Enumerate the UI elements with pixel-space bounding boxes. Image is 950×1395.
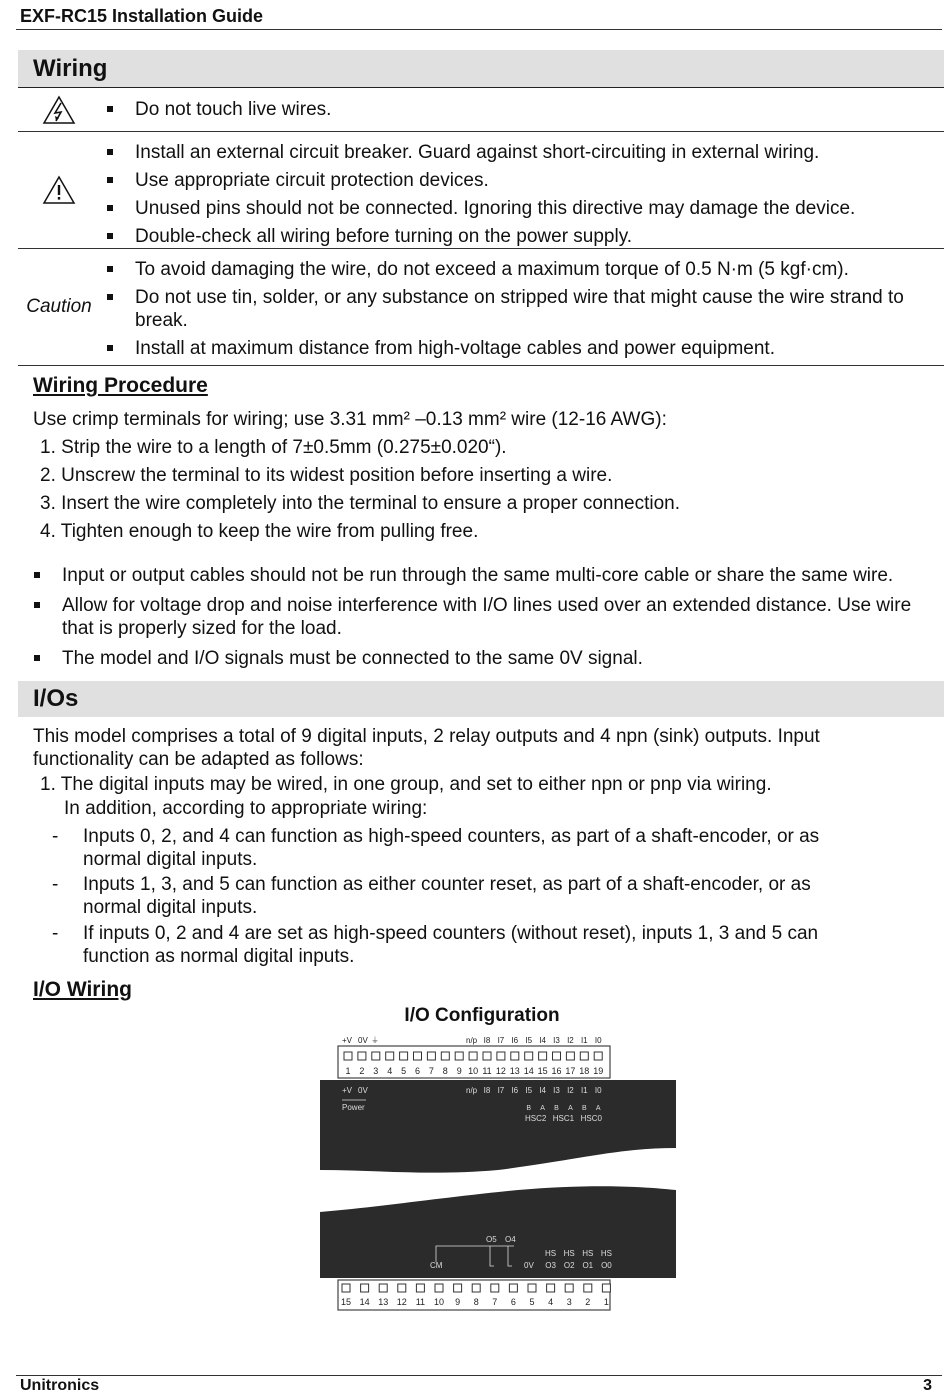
panel-label-np: n/p	[466, 1086, 478, 1095]
panel-label-power: Power	[342, 1103, 365, 1112]
terminal-number: 17	[565, 1066, 576, 1076]
hs-label: HS	[545, 1249, 557, 1258]
terminal-number: 2	[585, 1297, 591, 1307]
terminal-slot	[379, 1284, 387, 1292]
wiring-item: Unused pins should not be connected. Ignoring this directive may damage the device.	[100, 197, 944, 220]
terminal-slot	[435, 1284, 443, 1292]
terminal-number: 5	[401, 1066, 407, 1076]
page-number: 3	[923, 1377, 932, 1394]
terminal-number: 6	[414, 1066, 421, 1076]
ios-dash-item: - Inputs 0, 2, and 4 can function as high-speed counters, as part of a shaft-encoder, or as normal digital inputs.	[52, 826, 820, 870]
encoder-phase-label: A	[540, 1105, 545, 1112]
terminal-number: 15	[537, 1066, 548, 1076]
terminal-number: 8	[442, 1066, 448, 1076]
input-label: I2	[567, 1036, 574, 1045]
terminal-number: 11	[482, 1066, 492, 1076]
terminal-number: 10	[433, 1297, 445, 1307]
terminal-slot	[414, 1052, 422, 1060]
terminal-number: 12	[396, 1297, 407, 1307]
wiring-row-shock	[18, 89, 944, 132]
wiring-table	[18, 89, 944, 366]
input-label: I4	[539, 1036, 546, 1045]
header-rule	[16, 29, 942, 30]
terminal-slot	[344, 1052, 352, 1060]
panel-input-label: I2	[567, 1086, 574, 1095]
top-label-np: n/p	[466, 1036, 478, 1045]
terminal-slot	[580, 1052, 588, 1060]
panel-label-o5: O5	[486, 1235, 497, 1244]
terminal-number: 8	[473, 1297, 479, 1307]
terminal-slot	[483, 1052, 491, 1060]
bottom-dark-panel	[320, 1186, 676, 1278]
procedure-step: 1. Strip the wire to a length of 7±0.5mm (0.275±0.020“).	[40, 437, 507, 458]
wiring-item: Do not touch live wires.	[100, 98, 944, 121]
terminal-slot	[594, 1052, 602, 1060]
terminal-slot	[398, 1284, 406, 1292]
terminal-number: 1	[345, 1066, 351, 1076]
input-label: I0	[594, 1036, 602, 1045]
terminal-number: 16	[551, 1066, 562, 1076]
io-configuration-diagram	[318, 1030, 680, 1312]
terminal-number: 2	[359, 1066, 365, 1076]
terminal-number: 14	[359, 1297, 370, 1307]
wiring-item: Install at maximum distance from high-voltage cables and power equipment.	[100, 337, 944, 360]
output-label: O0	[601, 1261, 612, 1270]
input-label: I3	[553, 1036, 560, 1045]
hs-label: HS	[600, 1249, 612, 1258]
panel-input-label: I5	[525, 1086, 533, 1095]
terminal-slot	[361, 1284, 369, 1292]
terminal-number: 18	[579, 1066, 590, 1076]
panel-label-cm: CM	[430, 1261, 443, 1270]
terminal-slot	[528, 1284, 536, 1292]
hs-label: HS	[582, 1249, 594, 1258]
output-label: O2	[563, 1261, 575, 1270]
terminal-slot	[372, 1052, 380, 1060]
encoder-phase-label: B	[554, 1105, 559, 1112]
encoder-phase-label: A	[568, 1105, 573, 1112]
terminal-slot	[566, 1052, 574, 1060]
ground-icon: ⏚	[371, 1036, 379, 1045]
terminal-slot	[469, 1052, 477, 1060]
footer-company: Unitronics	[20, 1377, 100, 1394]
procedure-step: 2. Unscrew the terminal to its widest position before inserting a wire.	[40, 465, 613, 486]
terminal-slot	[547, 1284, 555, 1292]
procedure-note: The model and I/O signals must be connected to the same 0V signal.	[22, 647, 947, 670]
wiring-row-caution	[18, 249, 944, 366]
encoder-phase-label: B	[581, 1105, 587, 1112]
input-label: I6	[511, 1036, 519, 1045]
terminal-number: 7	[428, 1066, 434, 1076]
figure-title: I/O Configuration	[404, 1005, 560, 1026]
ios-item-1-cont: In addition, according to appropriate wiring:	[64, 798, 428, 819]
ios-intro: This model comprises a total of 9 digital inputs, 2 relay outputs and 4 npn (sink) outputs. Input functionality can be adapted as follows:	[33, 726, 820, 770]
terminal-slot	[400, 1052, 408, 1060]
section-wiring: Wiring	[18, 50, 944, 88]
terminal-number: 4	[548, 1297, 554, 1307]
input-label: I1	[580, 1036, 588, 1045]
output-label: O3	[545, 1261, 556, 1270]
procedure-note: Input or output cables should not be run through the same multi-core cable or share the same wire.	[22, 564, 947, 587]
hsc-label: HSC1	[552, 1114, 575, 1123]
terminal-number: 7	[492, 1297, 498, 1307]
terminal-slot	[441, 1052, 449, 1060]
panel-label-o4: O4	[505, 1235, 516, 1244]
wiring-procedure-heading: Wiring Procedure	[33, 374, 208, 397]
panel-input-label: I3	[553, 1086, 560, 1095]
terminal-slot	[491, 1284, 499, 1292]
terminal-number: 4	[387, 1066, 393, 1076]
terminal-number: 12	[495, 1066, 506, 1076]
panel-input-label: I7	[497, 1086, 505, 1095]
panel-input-label: I8	[483, 1086, 491, 1095]
terminal-slot	[472, 1284, 480, 1292]
terminal-number: 13	[378, 1297, 389, 1307]
top-label-plus-v: +V	[342, 1036, 353, 1045]
electric-shock-warning-icon	[18, 89, 100, 131]
top-label-0v: 0V	[358, 1036, 368, 1045]
terminal-number: 9	[455, 1297, 461, 1307]
hsc-label: HSC2	[524, 1114, 547, 1123]
terminal-slot	[584, 1284, 592, 1292]
panel-label-0v: 0V	[358, 1086, 368, 1095]
section-ios: I/Os	[18, 681, 944, 717]
terminal-slot	[358, 1052, 366, 1060]
terminal-slot	[565, 1284, 573, 1292]
terminal-slot	[511, 1052, 519, 1060]
wiring-item: Install an external circuit breaker. Guard against short-circuiting in external wiring.	[100, 141, 944, 164]
terminal-number: 19	[593, 1066, 604, 1076]
procedure-notes	[22, 564, 947, 677]
caution-label: Caution	[26, 296, 92, 317]
wiring-row-warning	[18, 132, 944, 249]
terminal-number: 5	[529, 1297, 535, 1307]
input-label: I5	[525, 1036, 533, 1045]
procedure-note: Allow for voltage drop and noise interference with I/O lines used over an extended distance. Use wire that is properly sized for the load.	[22, 594, 947, 640]
terminal-slot	[525, 1052, 533, 1060]
footer-rule	[16, 1375, 942, 1376]
terminal-slot	[509, 1284, 517, 1292]
terminal-slot	[416, 1284, 424, 1292]
hs-label: HS	[563, 1249, 575, 1258]
terminal-slot	[553, 1052, 561, 1060]
terminal-slot	[427, 1052, 435, 1060]
wiring-item: Double-check all wiring before turning on the power supply.	[100, 225, 944, 248]
warning-triangle-icon	[18, 132, 100, 248]
terminal-number: 14	[523, 1066, 534, 1076]
terminal-slot	[342, 1284, 350, 1292]
panel-label-plus-v: +V	[342, 1086, 353, 1095]
encoder-phase-label: B	[526, 1105, 532, 1112]
procedure-intro: Use crimp terminals for wiring; use 3.31 mm² –0.13 mm² wire (12-16 AWG):	[33, 409, 667, 430]
input-label: I7	[497, 1036, 505, 1045]
panel-input-label: I0	[594, 1086, 602, 1095]
output-label: O1	[582, 1261, 594, 1270]
terminal-slot	[497, 1052, 505, 1060]
terminal-slot	[539, 1052, 547, 1060]
io-wiring-heading: I/O Wiring	[33, 978, 132, 1001]
wiring-item: To avoid damaging the wire, do not exceed a maximum torque of 0.5 N·m (5 kgf·cm).	[100, 258, 944, 281]
wiring-item: Do not use tin, solder, or any substance on stripped wire that might cause the wire strand to break.	[100, 286, 944, 332]
panel-label-0v-bottom: 0V	[524, 1261, 534, 1270]
terminal-slot	[454, 1284, 462, 1292]
terminal-number: 11	[415, 1297, 426, 1307]
terminal-slot	[602, 1284, 610, 1292]
terminal-number: 1	[603, 1297, 609, 1307]
ios-item-1: 1. The digital inputs may be wired, in one group, and set to either npn or pnp via wiring.	[40, 774, 772, 795]
wiring-item: Use appropriate circuit protection devices.	[100, 169, 944, 192]
procedure-step: 3. Insert the wire completely into the terminal to ensure a proper connection.	[40, 493, 681, 514]
ios-dash-item: - Inputs 1, 3, and 5 can function as either counter reset, as part of a shaft-encoder, or as normal digital inputs.	[52, 874, 811, 918]
panel-input-label: I6	[511, 1086, 519, 1095]
terminal-number: 3	[373, 1066, 379, 1076]
encoder-phase-label: A	[595, 1105, 601, 1112]
hsc-label: HSC0	[580, 1114, 602, 1123]
page-header: EXF-RC15 Installation Guide	[20, 6, 264, 26]
terminal-number: 3	[566, 1297, 572, 1307]
terminal-number: 9	[456, 1066, 462, 1076]
terminal-slot	[386, 1052, 394, 1060]
terminal-slot	[455, 1052, 463, 1060]
terminal-number: 13	[509, 1066, 520, 1076]
panel-input-label: I1	[580, 1086, 588, 1095]
terminal-number: 10	[468, 1066, 479, 1076]
panel-input-label: I4	[539, 1086, 546, 1095]
ios-dash-item: - If inputs 0, 2 and 4 are set as high-speed counters (without reset), inputs 1, 3 and 5 can function as normal digital inputs.	[52, 923, 819, 967]
terminal-number: 6	[510, 1297, 516, 1307]
procedure-step: 4. Tighten enough to keep the wire from pulling free.	[40, 521, 479, 542]
input-label: I8	[483, 1036, 491, 1045]
terminal-number: 15	[340, 1297, 352, 1307]
